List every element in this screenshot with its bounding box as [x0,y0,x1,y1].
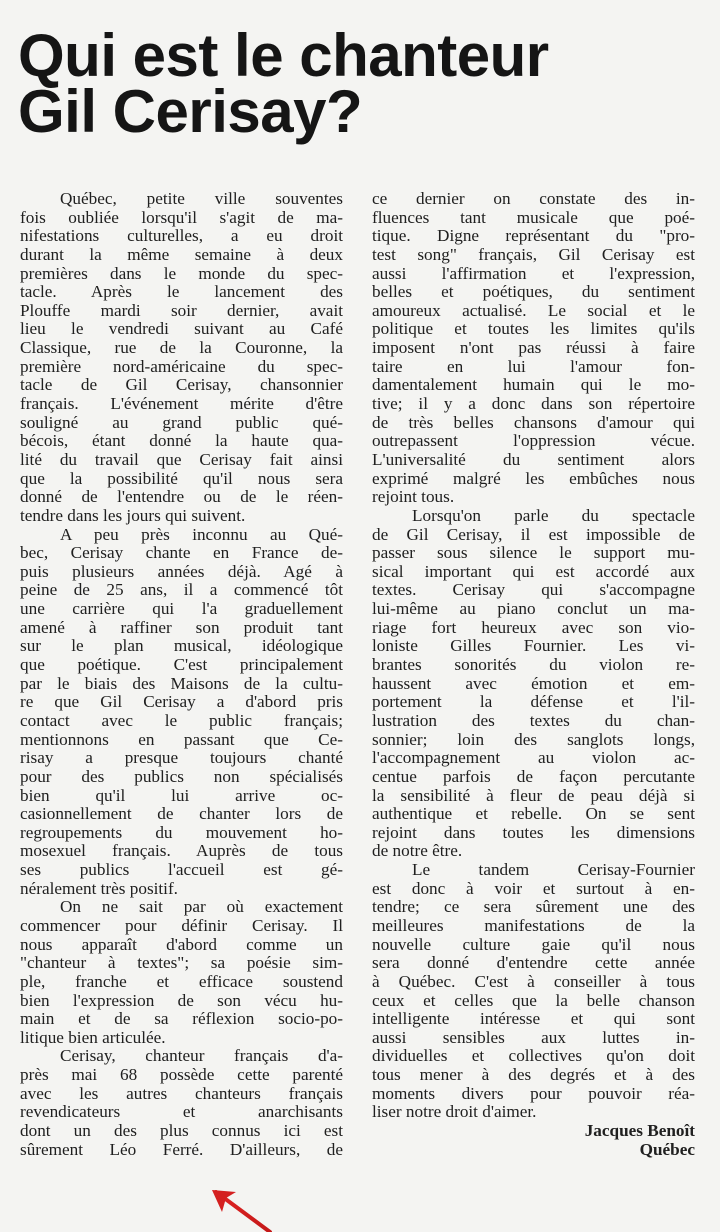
text-line: premières dans le monde du spec- [20,263,343,283]
text-line: intelligente intéresse et qui sont [372,1009,695,1029]
text-line: durant la même semaine à deux [20,244,343,264]
text-line: A peu près inconnu au Qué- [60,524,343,544]
text-line: sur le plan musical, idéologique [20,636,343,656]
text-line: que poétique. C'est principalement [20,655,343,675]
arrow-icon [212,1190,272,1232]
text-line: néralement très positif. [20,878,178,898]
text-line: de notre être. [372,841,463,861]
text-line: la sensibilité à fleur de peau déjà si [372,785,695,805]
signature-author: Jacques Benoît [584,1121,695,1141]
text-line: lui-même au piano conclut un ma- [372,599,695,619]
text-line: nous apparaît d'abord comme un [20,934,343,954]
text-line: ses publics l'accueil est gé- [20,860,343,880]
text-line: tique. Digne représentant du "pro- [372,226,695,246]
text-line: lité du travail que Cerisay fait ainsi [20,449,343,469]
text-line: bécois, étant donné la haute qua- [20,431,343,451]
article-title [18,22,549,145]
text-line: L'universalité du sentiment alors [372,449,695,469]
signature-location: Québec [639,1139,695,1159]
text-line: que la possibilité qu'il nous sera [20,468,343,488]
text-line: sera donné d'entendre cette année [372,953,695,973]
text-line: sical important qui est accordé aux [372,561,695,581]
text-line: souligné au grand public qué- [20,412,343,432]
right-column [372,190,695,1159]
text-line: re que Gil Cerisay a d'abord pris [20,692,343,712]
text-line: contact avec le public français; [20,710,343,730]
text-line: Cerisay, chanteur français d'a- [60,1046,343,1066]
text-line: revendicateurs et anarchisants [20,1102,343,1122]
text-line: outrepassent l'oppression vécue. [372,431,695,451]
text-line: passer sous silence le support mu- [372,543,695,563]
text-line: Québec, petite ville souventes [60,189,343,208]
text-line: tacle. Après le lancement des [20,282,343,302]
text-line: amoureux actualisé. Le social et le [372,300,695,320]
text-line: avec les autres chanteurs français [20,1083,343,1103]
text-line: de très belles chansons d'amour qui [372,412,695,432]
text-line: donné de l'entendre ou de le réen- [20,487,343,507]
text-line: nifestations culturelles, a eu droit [20,226,343,246]
text-line: portement la défense et l'il- [372,692,695,712]
text-line: tendre dans les jours qui suivent. [20,505,246,525]
text-line: bec, Cerisay chante en France de- [20,543,343,563]
text-line: Le tandem Cerisay-Fournier [412,860,695,880]
text-line: mosexuel français. Auprès de tous [20,841,343,861]
text-line: de Gil Cerisay, il est impossible de [372,524,695,544]
text-line: tacle de Gil Cerisay, chansonnier [20,375,343,395]
text-line: politique et toutes les limites qu'ils [372,319,695,339]
text-line: sonnier; loin des sanglots longs, [372,729,695,749]
text-line: fluences tant musicale que poé- [372,207,695,227]
text-line: pour des publics non spécialisés [20,766,343,786]
text-line: damentalement humain qui le mo- [372,375,695,395]
text-line: par le biais des Maisons de la cultu- [20,673,343,693]
text-line: casionnellement de chanter lors de [20,804,343,824]
text-line: rejoint tous. [372,487,455,507]
text-line: amené à raffiner son produit tant [20,617,343,637]
text-line: peine de 25 ans, il a commencé tôt [20,580,343,600]
text-line: fois oubliée lorsqu'il s'agit de ma- [20,207,343,227]
text-line: liser notre droit d'aimer. [372,1102,537,1122]
text-line: est donc à voir et surtout à en- [372,878,695,898]
text-line: Lorsqu'on parle du spectacle [412,505,695,525]
title-line-1: Qui est le chanteur [18,22,549,89]
text-line: rejoint dans toutes les dimensions [372,822,695,842]
text-line: l'accompagnement au violon ac- [372,748,695,768]
text-line: belles et poétiques, du sentiment [372,282,695,302]
title-line-2: Gil Cerisay? [18,78,363,145]
text-line: exprimé malgré les embûches nous [372,468,695,488]
text-line: brantes sonorités du violon re- [372,655,695,675]
text-line: haussent avec émotion et em- [372,673,695,693]
text-line: commencer pour définir Cerisay. Il [20,915,343,935]
text-line: près mai 68 possède cette parenté [20,1065,343,1085]
text-line: dividuelles et collectives qu'on doit [372,1046,695,1066]
text-line: imposent n'ont pas réussi à faire [372,338,695,358]
left-column [20,190,343,1159]
text-line: bien qu'il lui arrive oc- [20,785,343,805]
text-line: test song" français, Gil Cerisay est [372,244,695,264]
text-line: authentique et rebelle. On se sent [372,804,695,824]
text-line: ceux et celles que la belle chanson [372,990,695,1010]
text-line: regroupements du mouvement ho- [20,822,343,842]
text-line: risay a presque toujours chanté [20,748,343,768]
text-line: bien l'expression de son vécu hu- [20,990,343,1010]
text-line: lustration des textes du chan- [372,710,695,730]
text-line: nouvelle culture gaie qu'il nous [372,934,695,954]
text-line: On ne sait par où exactement [60,897,343,917]
text-line: dont un des plus connus ici est [20,1121,343,1141]
arrow-head [212,1190,236,1212]
text-line: sûrement Léo Ferré. D'ailleurs, de [20,1139,343,1159]
text-line: taire en lui l'amour fon- [372,356,695,376]
text-line: mentionnons en passant que Ce- [20,729,343,749]
text-line: textes. Cerisay qui s'accompagne [372,580,695,600]
text-line: loniste Gilles Fournier. Les vi- [372,636,695,656]
text-line: première nord-américaine du spec- [20,356,343,376]
text-line: une carrière qui l'a graduellement [20,599,343,619]
text-line: Plouffe mardi soir dernier, avait [20,300,343,320]
text-line: centue parfois de façon percutante [372,766,695,786]
text-line: main et de sa réflexion socio-po- [20,1009,343,1029]
text-line: ce dernier on constate des in- [372,189,695,208]
text-line: lieu le vendredi suivant au Café [20,319,343,339]
text-line: "chanteur à textes"; sa poésie sim- [20,953,343,973]
text-line: tendre; ce sera sûrement une des [372,897,695,917]
text-line: puis plusieurs années déjà. Agé à [20,561,343,581]
text-line: riage fort heureux avec son vio- [372,617,695,637]
text-line: français. L'événement mérite d'être [20,394,343,414]
text-line: aussi sensibles aux luttes in- [372,1027,695,1047]
text-line: tous mener à des degrés et à des [372,1065,695,1085]
text-line: à Québec. C'est à conseiller à tous [372,971,695,991]
text-line: litique bien articulée. [20,1027,166,1047]
text-line: meilleures manifestations de la [372,915,695,935]
text-line: moments divers pour pouvoir réa- [372,1083,695,1103]
text-line: tive; il y a donc dans son répertoire [372,394,695,414]
text-line: ple, franche et efficace soustend [20,971,343,991]
text-line: aussi l'affirmation et l'expression, [372,263,695,283]
text-line: Classique, rue de la Couronne, la [20,338,343,358]
